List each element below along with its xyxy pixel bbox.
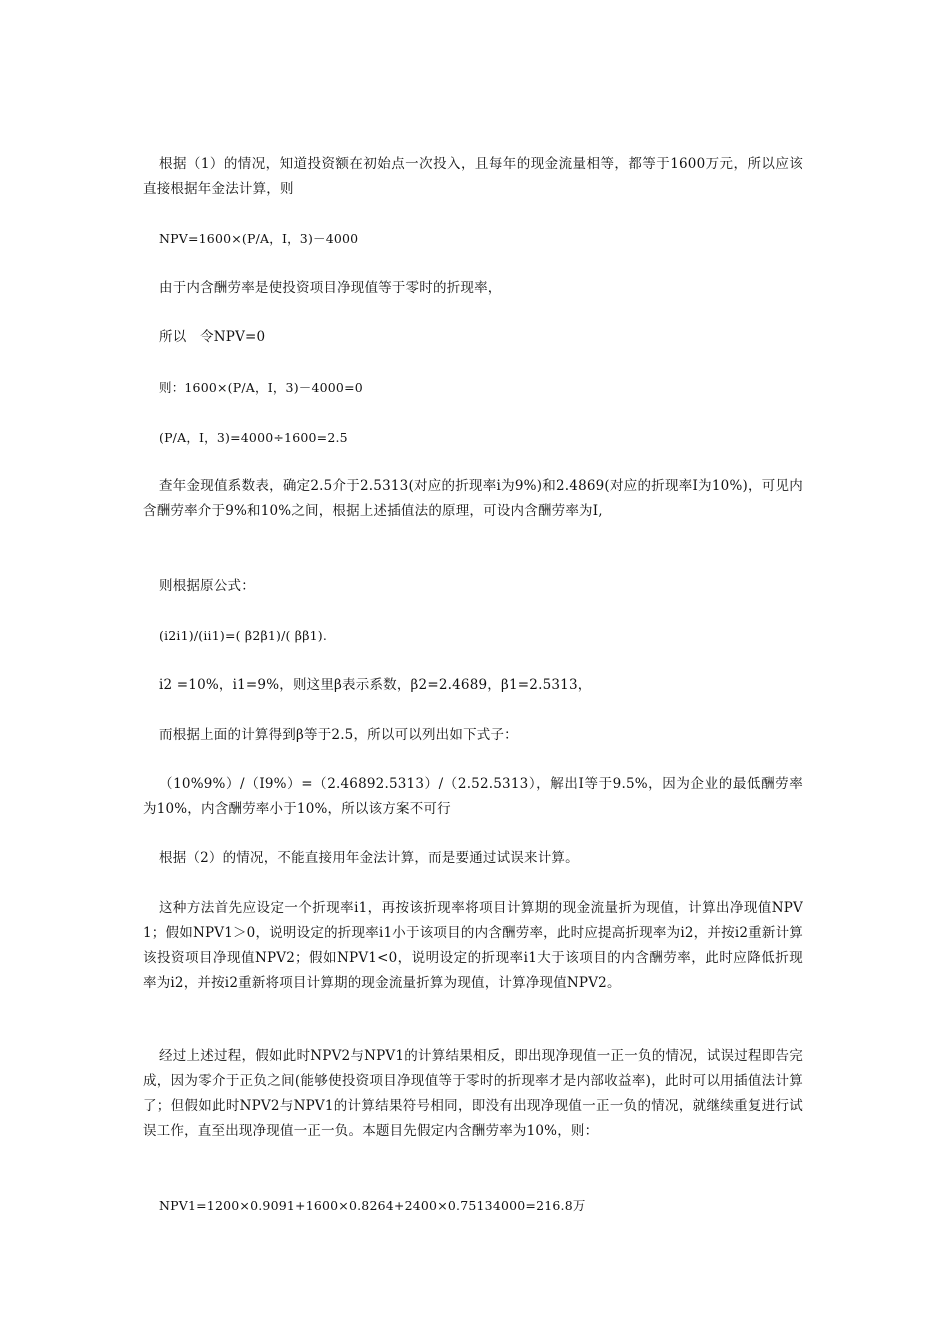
paragraph-intro: 根据（1）的情况，知道投资额在初始点一次投入，且每年的现金流量相等，都等于1600万元，所以应该直接根据年金法计算，则 — [143, 156, 803, 197]
formula-npv1: NPV1=1200×0.9091+1600×0.8264+2400×0.75134000=216.8万 — [159, 1198, 586, 1213]
paragraph-trial-process: 经过上述过程，假如此时NPV2与NPV1的计算结果相反，即出现净现值一正一负的情况，试误过程即告完成，因为零介于正负之间(能够使投资项目净现值等于零时的折现率才是内部收益率)，此时可以用插值法计算了；但假如此时NPV2与NPV1的计算结果符号相同，即没有出现净现值一正一负的情况，就继续重复进行试误工作，直至出现净现值一正一负。本题目先假定内含酬劳率为10%，则： — [143, 1048, 803, 1139]
formula-annuity-factor: (P/A，I，3)=4000÷1600=2.5 — [159, 430, 348, 445]
paragraph-trial-method: 这种方法首先应设定一个折现率i1，再按该折现率将项目计算期的现金流量折为现值，计算出净现值NPV1；假如NPV1＞0，说明设定的折现率i1小于该项目的内含酬劳率，此时应提高折现率为i2，并按i2重新计算该投资项目净现值NPV2；假如NPV1<0，说明设定的折现率i1大于该项目的内含酬劳率，此时应降低折现率为i2，并按i2重新将项目计算期的现金流量折算为现值，计算净现值NPV2。 — [143, 900, 803, 991]
paragraph-solve-irr: （10%9%）/（I9%）=（2.46892.5313）/（2.52.5313），解出I等于9.5%，因为企业的最低酬劳率为10%，内含酬劳率小于10%，所以该方案不可行 — [143, 776, 803, 817]
formula-interpolation: (i2i1)/(ii1)=( β2β1)/( ββ1). — [159, 628, 328, 643]
paragraph-original-formula: 则根据原公式： — [159, 578, 255, 594]
paragraph-set-npv-zero: 所以 令NPV=0 — [159, 329, 266, 345]
paragraph-irr-definition: 由于内含酬劳率是使投资项目净现值等于零时的折现率， — [159, 280, 502, 296]
formula-npv-zero: 则：1600×(P/A，I，3)－4000=0 — [159, 380, 363, 395]
paragraph-coefficients: i2 =10%，i1=9%，则这里β表示系数，β2=2.4689，β1=2.5313， — [159, 677, 592, 693]
paragraph-beta-result: 而根据上面的计算得到β等于2.5，所以可以列出如下式子： — [159, 727, 518, 743]
paragraph-case-two: 根据（2）的情况，不能直接用年金法计算，而是要通过试误来计算。 — [159, 850, 579, 866]
formula-npv: NPV=1600×(P/A，I，3)－4000 — [159, 231, 359, 246]
paragraph-table-lookup: 查年金现值系数表，确定2.5介于2.5313(对应的折现率i为9%)和2.4869(对应的折现率I为10%)，可见内含酬劳率介于9%和10%之间，根据上述插值法的原理，可设内含酬劳率为I, — [143, 478, 803, 519]
